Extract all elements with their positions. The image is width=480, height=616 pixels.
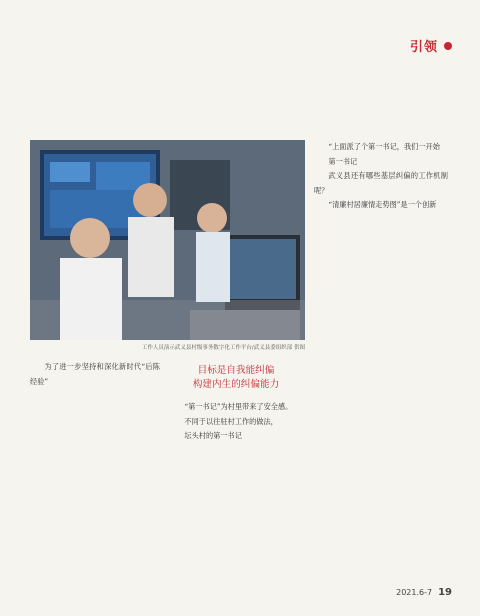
middle-paragraph-4: 坛头村的第一书记 <box>184 431 242 441</box>
middle-column <box>170 360 302 444</box>
photo-caption: 工作人员演示武义县村级事务数字化工作平台/武义县委组织部 供图 <box>141 345 305 351</box>
section-heading-line1: 目标是自我能纠偏 <box>197 365 275 376</box>
page-number: 19 <box>438 587 452 598</box>
right-paragraph-6: 武义县还有哪些基层纠偏的工作机制呢？ <box>314 171 448 195</box>
photo-illustration <box>30 140 305 340</box>
photo <box>30 140 305 340</box>
section-header <box>410 36 452 55</box>
page-footer <box>390 587 452 598</box>
section-heading-line2: 构建内生的纠偏能力 <box>192 379 280 390</box>
middle-paragraph-2: 不同于以往驻村工作的做法， <box>184 416 278 426</box>
right-paragraph-2: “上面派了个第一书记，我们一开始 <box>328 142 440 151</box>
right-paragraph-4: 第一书记 <box>328 156 358 166</box>
right-column <box>314 140 448 213</box>
section-tag: 引领 <box>409 40 438 55</box>
middle-paragraph-1: “第一书记”为村里带来了安全感。 <box>184 402 293 411</box>
section-heading <box>170 364 302 392</box>
left-paragraph-2: 为了进一步坚持和深化新时代“后陈经验” <box>30 362 160 386</box>
issue-date: 2021.6-7 <box>396 588 433 597</box>
right-paragraph-7: “清廉村居廉情走势图”是一个创新 <box>328 200 437 210</box>
red-dot-icon <box>444 42 452 50</box>
left-column <box>30 360 160 389</box>
